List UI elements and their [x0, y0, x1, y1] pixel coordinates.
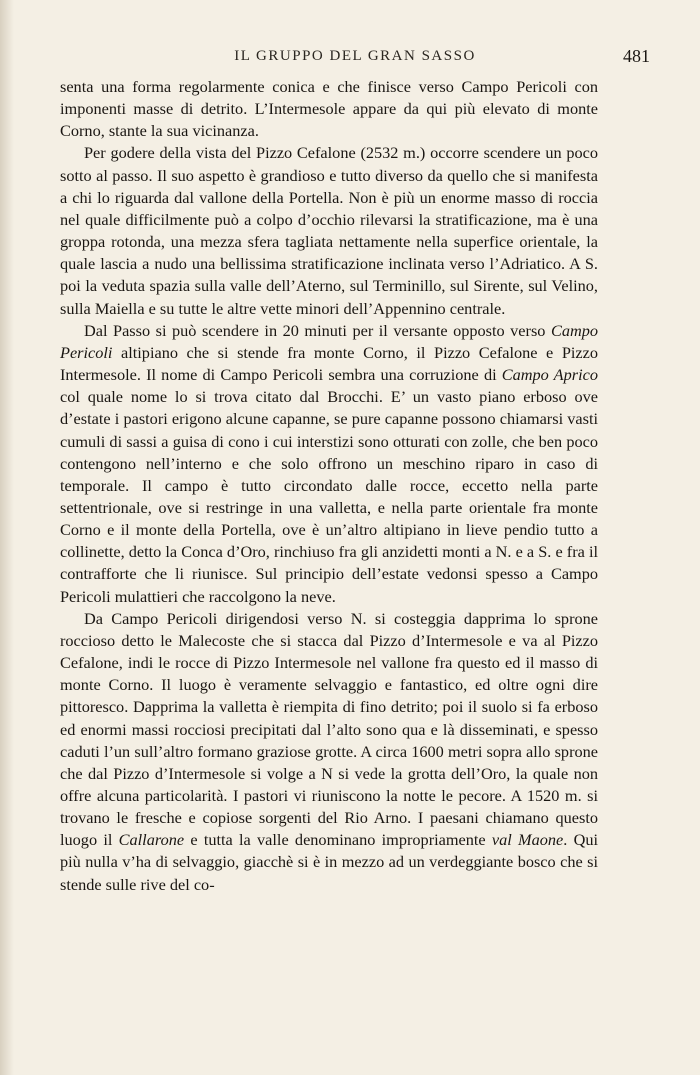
italic-place-name: Campo Aprico — [501, 365, 598, 385]
running-title: IL GRUPPO DEL GRAN SASSO — [234, 48, 476, 64]
page-number: 481 — [623, 46, 650, 66]
text-run: col quale nome lo si trova citato dal Brocchi. E’ un vasto piano erboso ove d’estate i pastori erigono alcune capanne, se pure capanne possono chiamarsi vasti cumuli di sassi a guisa di cono i cui interstizi sono otturati con zolle, che ben poco contengono nell’interno e che solo offrono un meschino riparo in caso di temporale. Il campo è tutto circondato dalle rocce, eccetto nella parte settentrionale, ove si restringe in una valletta, e nella parte orientale fra monte Corno e il monte della Portella, ove è un’altro altipiano in lieve pendio tutto a collinette, detto la Conca d’Oro, rinchiuso fra gli anzidetti monti a N. e a S. e fra il contrafforte che li riunisce. Sul principio dell’estate vedonsi spesso a Campo Pericoli mulattieri che raccolgono la neve. — [60, 387, 598, 606]
italic-place-name: Campo Pericoli — [60, 320, 598, 362]
text-run: altipiano che si stende fra monte Corno, il Pizzo Cefalone e Pizzo Intermesole. Il nome di Campo Pericoli sembra una corruzione di — [60, 342, 598, 385]
text-run: senta una forma regolarmente conica e che finisce verso Campo Pericoli con imponenti masse di detrito. L’Intermesole appare da qui più elevato di monte Corno, stante la sua vicinanza. — [60, 77, 598, 141]
paragraph-2 — [60, 142, 598, 319]
italic-place-name: Callarone — [118, 830, 185, 850]
italic-place-name: val Maone — [491, 830, 564, 850]
page-gutter-shadow — [0, 0, 14, 1075]
text-run: . Qui più nulla v’ha di selvaggio, giacchè si è in mezzo ad un verdeggiante bosco che si stende sulle rive del co- — [60, 830, 599, 894]
text-run: e tutta la valle denominano impropriamente — [184, 830, 492, 850]
paragraph-1 — [60, 76, 598, 142]
paragraph-4 — [60, 608, 598, 896]
paragraph-3 — [60, 320, 598, 608]
body-text — [60, 76, 598, 896]
text-run: Da Campo Pericoli dirigendosi verso N. si costeggia dapprima lo sprone roccioso detto le Malecoste che si stacca dal Pizzo d’Intermesole e va al Pizzo Cefalone, indi le rocce di Pizzo Intermesole nel vallone fra questo ed il masso di monte Corno. Il luogo è veramente selvaggio e fantastico, ed oltre ogni dire pittoresco. Dapprima la valletta è riempita di fino detrito; poi il suolo si fa erboso ed enormi massi rocciosi precipitati dal l’alto sono qua e là disseminati, e spesso caduti l’un sull’altro formano graziose grotte. A circa 1600 metri sopra allo sprone che dal Pizzo d’Intermesole si volge a N si vede la grotta dell’Oro, la quale non offre alcuna particolarità. I pastori vi riuniscono la notte le pecore. A 1520 m. si trovano le fresche e copiose sorgenti del Rio Arno. I paesani chiamano questo luogo il — [60, 608, 598, 850]
text-run: Dal Passo si può scendere in 20 minuti per il versante opposto verso — [84, 320, 551, 340]
text-run: Per godere della vista del Pizzo Cefalone (2532 m.) occorre scendere un poco sotto al passo. Il suo aspetto è grandioso e tutto diverso da quello che si manifesta a chi lo riguarda dal vallone della Portella. Non è più un enorme masso di roccia nel quale difficilmente può a colpo d’occhio rilevarsi la stratificazione, ma è una groppa rotonda, una mezza sfera tagliata nettamente nella superfice orientale, la quale lascia a nudo una bellissima stratificazione inclinata verso l’Adriatico. A S. poi la veduta spazia sulla valle dell’Aterno, sul Terminillo, sul Sirente, sul Velino, sulla Maiella e su tutte le altre vette minori dell’Appennino centrale. — [60, 143, 598, 318]
running-head — [60, 48, 650, 72]
